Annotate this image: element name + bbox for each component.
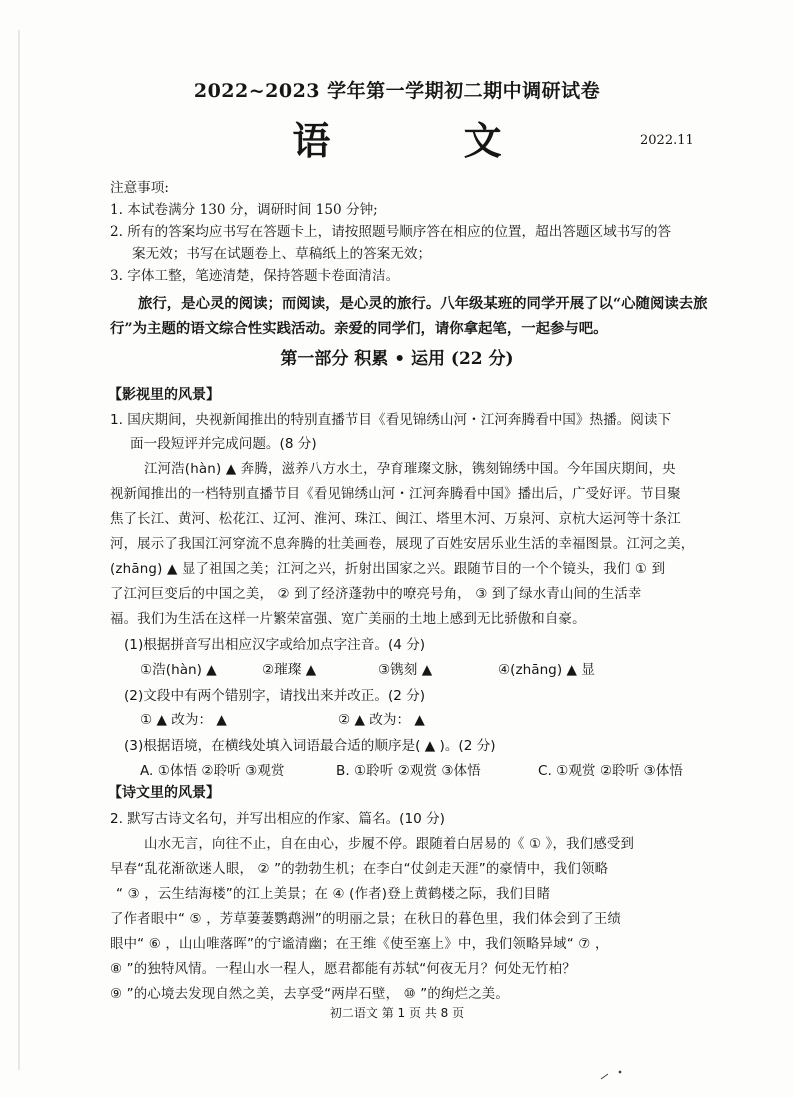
sub2-item: ① ▲ 改为： ▲ — [140, 712, 227, 728]
passage-line: (zhāng) ▲ 显了祖国之美；江河之兴，折射出国家之兴。跟随节目的一个个镜头，我们 ① 到 — [110, 562, 666, 577]
passage-line: 河，展示了我国江河穿流不息奔腾的壮美画卷，展现了百姓安居乐业生活的幸福图景。江河之美， — [110, 537, 695, 552]
passage-line: 了江河巨变后的中国之美， ② 到了经济蓬勃中的嘹亮号角， ③ 到了绿水青山间的生活幸 — [110, 587, 642, 602]
notes-item: 3. 字体工整，笔迹清楚，保持答题卡卷面清洁。 — [110, 268, 400, 284]
sub3-option: C. ①观赏 ②聆听 ③体悟 — [538, 763, 683, 779]
intro-line: 旅行，是心灵的阅读；而阅读，是心灵的旅行。八年级某班的同学开展了以“心随阅读去旅 — [138, 295, 708, 312]
passage-line: 江河浩(hàn) ▲ 奔腾，滋养八方水土，孕育璀璨文脉，镌刻锦绣中国。今年国庆期间，央 — [144, 462, 676, 477]
notes-heading: 注意事项: — [110, 180, 169, 196]
sub-question-3: (3)根据语境，在横线处填入词语最合适的顺序是( ▲ )。(2 分) — [124, 738, 496, 754]
poem-passage-line: 了作者眼中“ ⑤ ，芳草萋萋鹦鹉洲”的明丽之景；在秋日的暮色里，我们体会到了王绩 — [110, 912, 622, 927]
sub-question-1: (1)根据拼音写出相应汉字或给加点字注音。(4 分) — [124, 637, 426, 653]
exam-date: 2022.11 — [640, 133, 694, 148]
passage-line: 焦了长江、黄河、松花江、辽河、淮河、珠江、闽江、塔里木河、万泉河、京杭大运河等十条江 — [110, 512, 681, 527]
sub-question-2: (2)文段中有两个错别字，请找出来并改正。(2 分) — [124, 688, 426, 704]
sub1-item: ②璀璨 ▲ — [262, 662, 317, 678]
sub1-item: ④(zhāng) ▲ 显 — [498, 662, 595, 678]
passage-line: 视新闻推出的一档特别直播节目《看见锦绣山河・江河奔腾看中国》播出后，广受好评。节目聚 — [110, 487, 681, 502]
q1-stem: 面一段短评并完成问题。(8 分) — [130, 436, 317, 452]
notes-item: 2. 所有的答案均应书写在答题卡上，请按照题号顺序答在相应的位置，超出答题区域书写的答 — [110, 224, 672, 240]
q2-stem: 2. 默写古诗文名句，并写出相应的作家、篇名。(10 分) — [110, 811, 445, 827]
section-heading: 第一部分 积累 • 运用 (22 分) — [280, 349, 514, 369]
q1-stem: 1. 国庆期间，央视新闻推出的特别直播节目《看见锦绣山河・江河奔腾看中国》热播。阅读下 — [110, 412, 672, 428]
notes-item: 案无效；书写在试题卷上、草稿纸上的答案无效； — [132, 246, 432, 262]
poem-passage-line: 早春“乱花渐欲迷人眼， ② ”的勃勃生机；在李白“仗剑走天涯”的豪情中，我们领略 — [110, 862, 609, 877]
notes-item: 1. 本试卷满分 130 分，调研时间 150 分钟; — [110, 202, 378, 218]
sub1-item: ③镌刻 ▲ — [378, 662, 433, 678]
poem-passage-line: “ ③ ，云生结海楼”的江上美景；在 ④ (作者)登上黄鹤楼之际，我们目睹 — [116, 887, 551, 902]
scan-speck-icon — [600, 1070, 624, 1080]
part1-heading: 【影视里的风景】 — [108, 387, 220, 403]
page-footer: 初二语文 第 1 页 共 8 页 — [329, 1006, 465, 1020]
sub2-item: ② ▲ 改为： ▲ — [338, 712, 425, 728]
binding-shadow — [18, 30, 20, 1070]
poem-passage-line: ⑧ ”的独特风情。一程山水一程人，愿君都能有苏轼“何夜无月？何处无竹柏？ — [110, 962, 576, 977]
exam-title: 2022~2023 学年第一学期初二期中调研试卷 — [193, 80, 601, 102]
sub3-option: B. ①聆听 ②观赏 ③体悟 — [336, 763, 481, 779]
passage-line: 福。我们为生活在这样一片繁荣富强、宽广美丽的土地上感到无比骄傲和自豪。 — [110, 612, 586, 627]
sub1-item: ①浩(hàn) ▲ — [140, 662, 217, 678]
subject-title: 语 文 — [292, 118, 562, 163]
sub3-option: A. ①体悟 ②聆听 ③观赏 — [140, 763, 285, 779]
intro-line: 行”为主题的语文综合性实践活动。亲爱的同学们，请你拿起笔，一起参与吧。 — [110, 320, 608, 337]
poem-passage-line: 眼中“ ⑥ ，山山唯落晖”的宁谧清幽；在王维《使至塞上》中，我们领略异域“ ⑦ ， — [110, 937, 609, 952]
poem-passage-line: 山水无言，向往不止，自在由心，步履不停。跟随着白居易的《 ① 》，我们感受到 — [144, 837, 635, 852]
part2-heading: 【诗文里的风景】 — [108, 785, 220, 801]
poem-passage-line: ⑨ ”的心境去发现自然之美，去享受“两岸石壁， ⑩ ”的绚烂之美。 — [110, 987, 509, 1002]
